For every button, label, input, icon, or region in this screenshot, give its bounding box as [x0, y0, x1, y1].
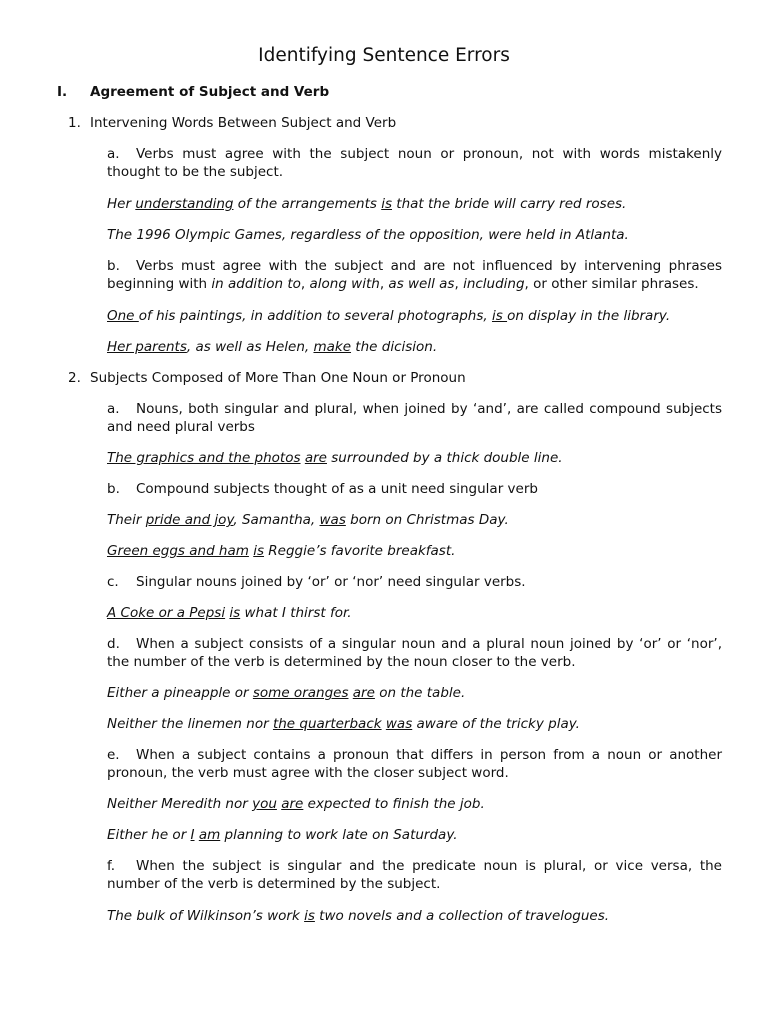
- example-sentence: [107, 307, 727, 325]
- rule-label: a.: [107, 401, 120, 417]
- example-text: born on Christmas Day.: [345, 512, 509, 528]
- rule-text: ,: [300, 276, 310, 292]
- rule-text: When the subject is singular and the predicate noun is plural, or vice versa, the number of the verb is determined by the subject.: [107, 858, 722, 892]
- example-text: , as well as Helen,: [186, 339, 314, 355]
- rule-italic-phrase: as well as: [388, 276, 455, 292]
- underlined-subject: Green eggs and ham: [107, 543, 249, 559]
- underlined-verb: is: [491, 308, 508, 324]
- rule-text: Verbs must agree with the subject noun or pronoun, not with words mistakenly thought to be the subject.: [107, 146, 722, 180]
- example-sentence: [107, 226, 727, 244]
- underlined-verb: make: [313, 339, 352, 355]
- underlined-subject: the quarterback: [272, 716, 382, 732]
- rule-paragraph: [107, 145, 722, 181]
- rule-paragraph: [107, 746, 722, 782]
- rule-text: ,: [379, 276, 389, 292]
- example-sentence: [107, 684, 727, 702]
- example-text: of the arrangements: [233, 196, 382, 212]
- underlined-subject: pride and joy: [145, 512, 234, 528]
- example-sentence: [107, 604, 727, 622]
- underlined-verb: was: [319, 512, 346, 528]
- underlined-verb: am: [198, 827, 221, 843]
- rule-italic-phrase: in addition to: [211, 276, 301, 292]
- rule-paragraph: [107, 400, 722, 436]
- example-sentence: [107, 511, 727, 529]
- example-text: the dicision.: [351, 339, 438, 355]
- underlined-subject: you: [252, 796, 277, 812]
- rule-label: e.: [107, 747, 120, 763]
- example-text: surrounded by a thick double line.: [326, 450, 563, 466]
- example-text: on display in the library.: [507, 308, 671, 324]
- example-text: Either he or: [107, 827, 191, 843]
- example-sentence: [107, 826, 727, 844]
- example-text: The bulk of Wilkinson’s work: [107, 908, 305, 924]
- example-text: that the bride will carry red roses.: [392, 196, 627, 212]
- underlined-verb: is: [381, 196, 392, 212]
- subsection-title: Intervening Words Between Subject and Verb: [90, 115, 397, 131]
- underlined-verb: are: [281, 796, 304, 812]
- rule-text: Compound subjects thought of as a unit need singular verb: [136, 481, 538, 497]
- rule-text: Singular nouns joined by ‘or’ or ‘nor’ need singular verbs.: [136, 574, 526, 590]
- example-text: Neither the linemen nor: [107, 716, 273, 732]
- rule-label: d.: [107, 636, 120, 652]
- example-text: on the table.: [374, 685, 466, 701]
- underlined-subject: I: [190, 827, 195, 843]
- rule-text: When a subject consists of a singular noun and a plural noun joined by ‘or’ or ‘nor’, the number of the verb is determined by the noun closer to the verb.: [107, 636, 722, 670]
- rule-text: When a subject contains a pronoun that differs in person from a noun or another pronoun, the verb must agree with the closer subject word.: [107, 747, 722, 781]
- rule-text: ,: [454, 276, 464, 292]
- rule-label: b.: [107, 258, 120, 274]
- subsection-number: 2.: [68, 370, 81, 386]
- rule-label: b.: [107, 481, 120, 497]
- underlined-subject: The graphics and the photos: [107, 450, 301, 466]
- rule-paragraph: [107, 857, 722, 893]
- example-text: , Samantha,: [233, 512, 320, 528]
- rule-paragraph: [107, 635, 722, 671]
- example-text: planning to work late on Saturday.: [220, 827, 458, 843]
- underlined-subject: A Coke or a Pepsi: [107, 605, 226, 621]
- example-text: expected to finish the job.: [303, 796, 485, 812]
- rule-label: c.: [107, 574, 119, 590]
- underlined-verb: are: [352, 685, 375, 701]
- example-text: two novels and a collection of travelogues.: [314, 908, 610, 924]
- example-text: The 1996 Olympic Games, regardless of the opposition, were held in Atlanta.: [107, 227, 629, 243]
- example-text: Her: [107, 196, 136, 212]
- rule-paragraph: [107, 257, 722, 293]
- rule-text: , or other similar phrases.: [524, 276, 699, 292]
- rule-paragraph: [107, 573, 722, 591]
- example-sentence: [107, 795, 727, 813]
- rule-italic-phrase: including: [463, 276, 525, 292]
- rule-text: Nouns, both singular and plural, when joined by ‘and’, are called compound subjects and need plural verbs: [107, 401, 722, 435]
- underlined-subject: One: [107, 308, 139, 324]
- underlined-verb: are: [304, 450, 327, 466]
- underlined-verb: is: [304, 908, 315, 924]
- subsection-number: 1.: [68, 115, 81, 131]
- rule-label: f.: [107, 858, 116, 874]
- document-title: Identifying Sentence Errors: [258, 45, 510, 66]
- example-text: Reggie’s favorite breakfast.: [264, 543, 456, 559]
- example-sentence: [107, 542, 727, 560]
- rule-label: a.: [107, 146, 120, 162]
- example-text: Their: [107, 512, 146, 528]
- underlined-subject: Her parents: [107, 339, 187, 355]
- section-number: I.: [57, 84, 68, 100]
- underlined-verb: is: [229, 605, 241, 621]
- subsection-title: Subjects Composed of More Than One Noun or Pronoun: [90, 370, 466, 386]
- example-text: Neither Meredith nor: [107, 796, 253, 812]
- underlined-subject: understanding: [135, 196, 234, 212]
- example-text: aware of the tricky play.: [412, 716, 580, 732]
- section-title: Agreement of Subject and Verb: [90, 84, 330, 100]
- rule-paragraph: [107, 480, 722, 498]
- example-sentence: [107, 907, 727, 925]
- example-sentence: [107, 195, 727, 213]
- example-sentence: [107, 715, 727, 733]
- example-sentence: [107, 338, 727, 356]
- example-text: what I thirst for.: [240, 605, 352, 621]
- underlined-verb: is: [253, 543, 265, 559]
- example-text: Either a pineapple or: [107, 685, 253, 701]
- example-sentence: [107, 449, 727, 467]
- underlined-subject: some oranges: [252, 685, 349, 701]
- rule-text: Verbs must agree with the subject and are not influenced by intervening phrases beginning with: [107, 258, 722, 292]
- underlined-verb: was: [385, 716, 413, 732]
- example-text: of his paintings, in addition to several photographs,: [138, 308, 492, 324]
- rule-italic-phrase: along with: [309, 276, 380, 292]
